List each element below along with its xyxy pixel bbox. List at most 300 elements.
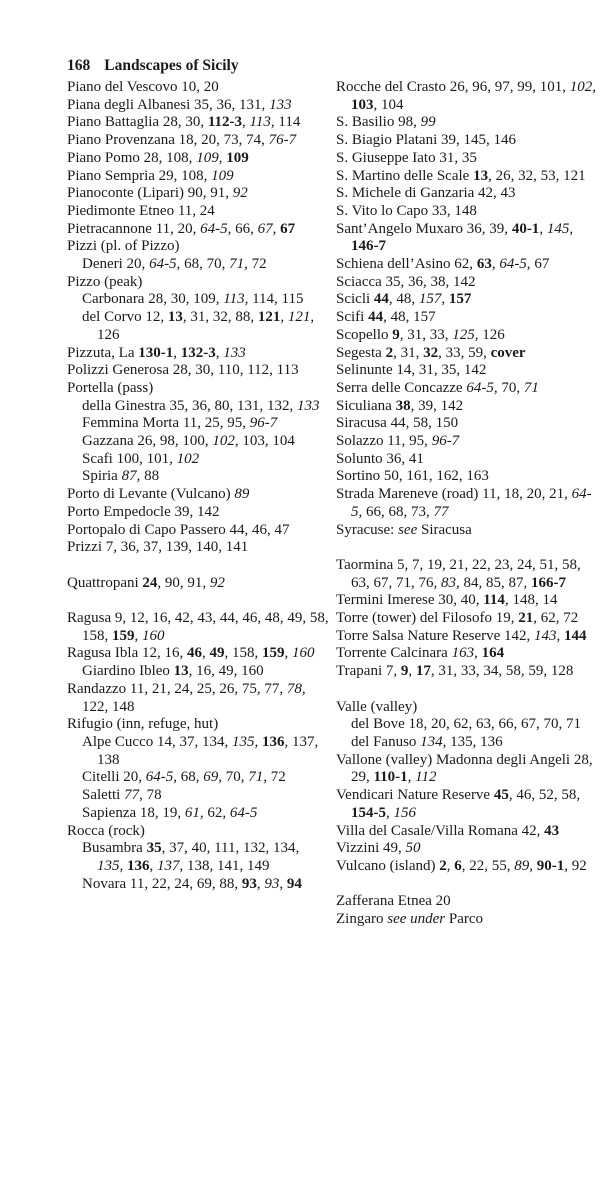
entry-text: Strada Mareneve (road) 11, 18, 20, 21, bbox=[336, 486, 572, 503]
page-ref-bold: 159 bbox=[112, 627, 135, 644]
page-ref-italic: 96-7 bbox=[249, 415, 278, 432]
entry-text: Villa del Casale/Villa Romana 42, bbox=[336, 822, 545, 839]
index-entry bbox=[67, 486, 329, 504]
index-entry bbox=[336, 415, 596, 433]
index-subentry bbox=[67, 398, 329, 416]
index-entry bbox=[67, 522, 329, 540]
index-entry bbox=[336, 645, 596, 663]
page-ref-italic: 67, bbox=[257, 220, 277, 237]
entry-text: Alpe Cucco 14, 37, 134, bbox=[82, 733, 232, 750]
letter-group-spacer bbox=[336, 876, 596, 894]
index-entry bbox=[336, 610, 596, 628]
entry-text: , bbox=[173, 344, 181, 361]
index-entry bbox=[67, 203, 329, 221]
page-ref-bold: 164 bbox=[481, 645, 505, 662]
letter-group-spacer bbox=[67, 557, 329, 575]
index-entry bbox=[336, 256, 596, 274]
page-ref-italic: 71, bbox=[248, 769, 267, 786]
index-entry bbox=[336, 327, 596, 345]
page-ref-italic: 163, bbox=[451, 645, 478, 662]
entry-text: S. Giuseppe Iato 31, 35 bbox=[336, 149, 477, 166]
index-entry bbox=[67, 716, 329, 734]
entry-text: Segesta bbox=[336, 344, 386, 361]
entry-text: , 137, 138 bbox=[97, 733, 319, 768]
index-subentry bbox=[67, 787, 329, 805]
entry-text: Piano Pomo 28, 108, bbox=[67, 149, 197, 166]
page-ref-italic: 133 bbox=[269, 96, 292, 113]
page-ref-bold: 114 bbox=[483, 592, 505, 609]
entry-text: Schiena dell’Asino 62, bbox=[336, 256, 477, 273]
page-ref-italic: 109, bbox=[196, 149, 223, 166]
book-title: Landscapes of Sicily bbox=[104, 57, 239, 74]
entry-text: , bbox=[539, 220, 547, 237]
entry-text: , 92 bbox=[564, 857, 587, 874]
entry-text: Sciacca 35, 36, 38, 142 bbox=[336, 273, 476, 290]
entry-text: Sant’Angelo Muxaro 36, 39, bbox=[336, 220, 512, 237]
entry-text: 122, 148 bbox=[82, 698, 135, 715]
page-ref-bold: 112-3 bbox=[207, 114, 242, 131]
page-ref-italic: 135, bbox=[231, 733, 259, 750]
entry-text: , 31, 33, bbox=[399, 326, 453, 343]
index-entry bbox=[67, 221, 329, 239]
entry-text: 114 bbox=[274, 114, 301, 131]
page-ref-italic: 77, bbox=[124, 787, 143, 804]
entry-text: , 48, 157 bbox=[383, 309, 436, 326]
entry-text: Novara 11, 22, 24, 69, 88, bbox=[82, 875, 242, 892]
entry-text: del Corvo 12, bbox=[82, 309, 168, 326]
page-ref-bold: 21 bbox=[518, 610, 534, 627]
entry-text: 126 bbox=[478, 326, 505, 343]
entry-text: 66, bbox=[231, 220, 258, 237]
index-entry bbox=[336, 203, 596, 221]
page-ref-bold: 24 bbox=[142, 574, 158, 591]
page-ref-italic: 71 bbox=[523, 379, 539, 396]
index-subentry bbox=[336, 734, 596, 752]
page-ref-bold: 17 bbox=[415, 663, 431, 680]
page-ref-italic: 77 bbox=[433, 503, 449, 520]
entry-text: , 22, 55, bbox=[461, 857, 515, 874]
page-ref-italic: 99 bbox=[420, 114, 436, 131]
index-subentry bbox=[67, 309, 329, 344]
index-entry bbox=[336, 628, 596, 646]
page-header bbox=[67, 57, 239, 75]
entry-text: Giardino Ibleo bbox=[82, 663, 174, 680]
entry-text: Polizzi Generosa 28, 30, 110, 112, 113 bbox=[67, 362, 299, 379]
page-ref-italic: 134, bbox=[420, 733, 447, 750]
page-ref-italic: 64-5, bbox=[466, 379, 498, 396]
entry-text: Sapienza 18, 19, bbox=[82, 804, 185, 821]
page-ref-italic: 61, bbox=[184, 804, 204, 821]
index-entry bbox=[67, 79, 329, 97]
entry-text: Scicli bbox=[336, 291, 374, 308]
page-ref-italic: 64-5, bbox=[145, 769, 177, 786]
index-entry bbox=[67, 504, 329, 522]
page-ref-italic: 87, bbox=[121, 468, 141, 485]
page-ref-bold: 154-5 bbox=[351, 804, 386, 821]
page-ref-bold: 46 bbox=[186, 645, 202, 662]
page-ref-bold: 144 bbox=[564, 627, 587, 644]
index-subentry bbox=[67, 876, 329, 894]
entry-text: 70, bbox=[497, 379, 524, 396]
entry-text: Piana degli Albanesi 35, 36, 131, bbox=[67, 96, 270, 113]
index-entry bbox=[336, 699, 596, 717]
index-entry bbox=[67, 274, 329, 292]
page-ref-bold: 44 bbox=[373, 291, 389, 308]
entry-text: Portopalo di Capo Passero 44, 46, 47 bbox=[67, 521, 290, 538]
entry-text: Saletti bbox=[82, 787, 125, 804]
entry-text: del Bove 18, 20, 62, 63, 66, 67, 70, 71 bbox=[351, 716, 581, 733]
entry-text: Piano Provenzana 18, 20, 73, 74, bbox=[67, 132, 269, 149]
index-entry bbox=[336, 150, 596, 168]
page-ref-bold: 136 bbox=[127, 857, 150, 874]
entry-text: Citelli 20, bbox=[82, 769, 146, 786]
page-ref-italic: 133 bbox=[296, 397, 320, 414]
index-entry bbox=[336, 79, 596, 114]
entry-text: Vizzini 49, bbox=[336, 840, 406, 857]
entry-text: Piano del Vescovo 10, 20 bbox=[67, 79, 219, 95]
entry-text: Solunto 36, 41 bbox=[336, 450, 424, 467]
entry-text: Carbonara 28, 30, 109, bbox=[82, 291, 224, 308]
entry-text: 68, 70, bbox=[180, 256, 230, 273]
page-ref-bold: 121 bbox=[257, 309, 281, 326]
letter-group-spacer bbox=[336, 539, 596, 557]
entry-text: Serra delle Concazze bbox=[336, 379, 467, 396]
index-subentry bbox=[67, 769, 329, 787]
page-ref-bold: 146-7 bbox=[351, 238, 386, 255]
entry-text: , 31, 33, 34, 58, 59, 128 bbox=[430, 663, 574, 680]
page-ref-italic: 83, bbox=[441, 574, 460, 591]
entry-text: 78 bbox=[142, 787, 162, 804]
entry-text: Piano Battaglia 28, 30, bbox=[67, 114, 208, 131]
page-ref-italic: see under bbox=[387, 911, 446, 927]
letter-group-spacer bbox=[67, 592, 329, 610]
index-entry bbox=[67, 150, 329, 168]
entry-text: Parco bbox=[445, 911, 484, 927]
index-entry bbox=[67, 132, 329, 150]
page-ref-italic: 160 bbox=[142, 627, 165, 644]
page-ref-bold: 2 bbox=[385, 344, 394, 361]
entry-text: , 90, 91, bbox=[157, 574, 210, 591]
entry-text: Scifi bbox=[336, 309, 369, 326]
index-subentry bbox=[67, 468, 329, 486]
entry-text: 70, bbox=[222, 769, 249, 786]
entry-text: Zingaro bbox=[336, 911, 388, 927]
index-entry bbox=[67, 185, 329, 203]
page-ref-italic: 109 bbox=[211, 167, 234, 184]
index-entry bbox=[67, 97, 329, 115]
page-ref-bold: 110-1 bbox=[373, 769, 408, 786]
entry-text: del Fanuso bbox=[351, 733, 421, 750]
index-entry bbox=[336, 345, 596, 363]
page-ref-italic: 64-5, bbox=[499, 256, 531, 273]
entry-text: Portella (pass) bbox=[67, 379, 154, 396]
page-ref-bold: 130-1 bbox=[138, 344, 174, 361]
page-ref-italic: 50 bbox=[405, 840, 421, 857]
entry-text: , 33, 59, bbox=[438, 344, 491, 361]
entry-text: Deneri 20, bbox=[82, 256, 150, 273]
entry-text: S. Martino delle Scale bbox=[336, 167, 474, 184]
entry-text: , 26, 32, 53, 121 bbox=[488, 167, 586, 184]
entry-text: 126 bbox=[97, 326, 120, 343]
entry-text: 88 bbox=[140, 468, 160, 485]
index-entry bbox=[336, 221, 596, 256]
page-ref-bold: 35 bbox=[146, 840, 162, 857]
index-entry bbox=[67, 380, 329, 398]
entry-text: Scopello bbox=[336, 326, 393, 343]
index-entry bbox=[336, 468, 596, 486]
page-ref-bold: 13 bbox=[473, 167, 489, 184]
page-ref-bold: 2 bbox=[439, 857, 447, 874]
page-ref-italic: 92 bbox=[232, 185, 248, 202]
entry-text: , 39, 142 bbox=[410, 397, 464, 414]
entry-text: , bbox=[149, 857, 157, 874]
entry-text: , bbox=[134, 627, 142, 644]
entry-text: Spiria bbox=[82, 468, 122, 485]
page-ref-bold: 132-3 bbox=[180, 344, 216, 361]
page-ref-bold: 6 bbox=[454, 857, 462, 874]
entry-text: Vallone (valley) Madonna degli Angeli 28, 29, bbox=[336, 751, 593, 786]
page-ref-bold: 32 bbox=[423, 344, 439, 361]
entry-text: Torre (tower) del Filosofo 19, bbox=[336, 610, 519, 627]
index-entry bbox=[336, 823, 596, 841]
entry-text: Ragusa 9, 12, 16, 42, 43, 44, 46, 48, 49, 58, 158, bbox=[67, 610, 329, 644]
entry-text: 72 bbox=[247, 256, 267, 273]
index-entry bbox=[336, 787, 596, 822]
page-ref-italic: see bbox=[398, 521, 418, 538]
entry-text: Selinunte 14, 31, 35, 142 bbox=[336, 362, 487, 379]
entry-text: Syracuse: bbox=[336, 521, 399, 538]
page-ref-bold: 166-7 bbox=[531, 574, 566, 591]
index-column-right bbox=[336, 79, 596, 929]
page-ref-italic: 143, bbox=[534, 627, 561, 644]
entry-text: , 158, bbox=[224, 645, 262, 662]
entry-text: , bbox=[256, 875, 265, 892]
index-entry bbox=[67, 114, 329, 132]
index-subentry bbox=[67, 415, 329, 433]
entry-text: Porto di Levante (Vulcano) bbox=[67, 486, 235, 503]
entry-text: , bbox=[408, 663, 416, 680]
page-ref-italic: 102, bbox=[569, 79, 596, 95]
entry-text: Pizzuta, La bbox=[67, 344, 139, 361]
entry-text: , 37, 40, 111, 132, 134, bbox=[161, 840, 300, 857]
page-ref-bold: 9 bbox=[400, 663, 409, 680]
page-ref-italic: 93, bbox=[264, 875, 284, 892]
page-ref-bold: 9 bbox=[392, 326, 400, 343]
entry-text: , 104 bbox=[373, 96, 404, 113]
entry-text: Rocche del Crasto 26, 96, 97, 99, 101, bbox=[336, 79, 570, 95]
entry-text: Gazzana 26, 98, 100, bbox=[82, 433, 213, 450]
index-entry bbox=[336, 362, 596, 380]
entry-text: Vendicari Nature Reserve bbox=[336, 787, 494, 804]
entry-text: , 62, 72 bbox=[533, 610, 579, 627]
entry-text: Porto Empedocle 39, 142 bbox=[67, 503, 220, 520]
index-entry bbox=[336, 132, 596, 150]
page-ref-italic: 64-5, bbox=[149, 256, 181, 273]
entry-text: S. Biagio Platani 39, 145, 146 bbox=[336, 132, 516, 149]
entry-text: Prizzi 7, 36, 37, 139, 140, 141 bbox=[67, 539, 249, 556]
page-ref-bold: 40-1 bbox=[511, 220, 540, 237]
entry-text: Scafi 100, 101, bbox=[82, 450, 177, 467]
page-ref-italic: 64-5 bbox=[229, 804, 258, 821]
entry-text: , bbox=[407, 769, 416, 786]
index-subentry bbox=[67, 734, 329, 769]
index-subentry bbox=[67, 256, 329, 274]
page-ref-italic: 112 bbox=[415, 769, 437, 786]
page-ref-bold: 13 bbox=[167, 309, 183, 326]
index-column-left bbox=[67, 79, 329, 893]
page-ref-italic: 135, bbox=[97, 857, 124, 874]
entry-text: , 48, bbox=[388, 291, 419, 308]
entry-text: Quattropani bbox=[67, 574, 143, 591]
page-ref-italic: 78, bbox=[286, 680, 306, 697]
page-ref-bold: 103 bbox=[351, 96, 374, 113]
index-entry bbox=[67, 362, 329, 380]
page-ref-italic: 64-5, bbox=[351, 486, 592, 520]
index-subentry bbox=[67, 451, 329, 469]
entry-text: 72 bbox=[267, 769, 286, 786]
index-entry bbox=[67, 345, 329, 363]
page-ref-italic: 102 bbox=[176, 450, 200, 467]
entry-text: Valle (valley) bbox=[336, 698, 418, 715]
page-ref-bold: 157 bbox=[448, 291, 472, 308]
page-ref-italic: 113, bbox=[223, 291, 249, 308]
page-ref-italic: 64-5, bbox=[200, 220, 232, 237]
index-entry bbox=[336, 398, 596, 416]
entry-text: Pizzi (pl. of Pizzo) bbox=[67, 238, 180, 255]
index-entry bbox=[67, 610, 329, 645]
entry-text: Trapani 7, bbox=[336, 663, 401, 680]
page-ref-bold: 13 bbox=[173, 663, 189, 680]
entry-text: , 31, 32, 88, bbox=[182, 309, 258, 326]
entry-text: Piano Sempria 29, 108, bbox=[67, 167, 212, 184]
entry-text: , 46, 52, 58, bbox=[508, 787, 581, 804]
index-entry bbox=[336, 557, 596, 592]
index-subentry bbox=[67, 291, 329, 309]
index-entry bbox=[336, 114, 596, 132]
page-ref-italic: 145, bbox=[546, 220, 574, 237]
index-subentry bbox=[67, 663, 329, 681]
entry-text: Torre Salsa Nature Reserve 142, bbox=[336, 627, 535, 644]
page-ref-bold: 49 bbox=[209, 645, 225, 662]
entry-text: 66, 68, 73, bbox=[362, 503, 434, 520]
page-ref-bold: 159 bbox=[261, 645, 285, 662]
entry-text: S. Michele di Ganzaria 42, 43 bbox=[336, 185, 516, 202]
entry-text: 138, 141, 149 bbox=[183, 857, 270, 874]
index-subentry bbox=[336, 716, 596, 734]
entry-text: , bbox=[446, 857, 455, 874]
entry-text: Ragusa Ibla 12, 16, bbox=[67, 645, 187, 662]
page-ref-italic: 102, bbox=[212, 433, 239, 450]
page-ref-italic: 121, bbox=[287, 309, 315, 326]
index-entry bbox=[67, 681, 329, 716]
index-entry bbox=[336, 840, 596, 858]
page-ref-bold: 67 bbox=[280, 220, 296, 237]
index-entry bbox=[336, 911, 596, 929]
letter-group-spacer bbox=[336, 681, 596, 699]
index-entry bbox=[336, 663, 596, 681]
entry-text: Sortino 50, 161, 162, 163 bbox=[336, 468, 489, 485]
page-ref-italic: 76-7 bbox=[268, 132, 297, 149]
page-ref-bold: 63 bbox=[476, 256, 492, 273]
entry-text: , bbox=[386, 804, 394, 821]
entry-text: Taormina 5, 7, 19, 21, 22, 23, 24, 51, 58, 63, 67, 71, 76, bbox=[336, 556, 581, 591]
entry-text: Pietracannone 11, 20, bbox=[67, 220, 201, 237]
page-ref-italic: 156 bbox=[393, 804, 416, 821]
entry-text: , 31, bbox=[393, 344, 424, 361]
index-entry bbox=[336, 522, 596, 540]
entry-text: 84, 85, 87, bbox=[459, 574, 531, 591]
entry-text: Solazzo 11, 95, bbox=[336, 433, 432, 450]
entry-text: 62, bbox=[203, 804, 230, 821]
page-ref-bold: 43 bbox=[544, 822, 560, 839]
index-entry bbox=[336, 433, 596, 451]
index-entry bbox=[336, 274, 596, 292]
page-ref-bold: 93 bbox=[241, 875, 257, 892]
page-ref-italic: 69, bbox=[203, 769, 222, 786]
entry-text: Vulcano (island) bbox=[336, 857, 440, 874]
entry-text: 114, 115 bbox=[248, 291, 304, 308]
page-ref-italic: 89 bbox=[234, 486, 250, 503]
index-entry bbox=[336, 592, 596, 610]
page-ref-bold: 45 bbox=[493, 787, 509, 804]
page-ref-bold: 90-1 bbox=[536, 857, 565, 874]
entry-text: 103, 104 bbox=[238, 433, 295, 450]
index-entry bbox=[67, 823, 329, 841]
entry-text: 68, bbox=[177, 769, 204, 786]
page-ref-italic: 89, bbox=[514, 857, 533, 874]
index-entry bbox=[336, 893, 596, 911]
index-entry bbox=[67, 238, 329, 256]
entry-text: 135, 136 bbox=[446, 733, 503, 750]
page-ref-italic: 92 bbox=[209, 574, 225, 591]
index-entry bbox=[336, 291, 596, 309]
page-ref-bold: cover bbox=[490, 344, 526, 361]
entry-text: Piedimonte Etneo 11, 24 bbox=[67, 202, 215, 219]
page-ref-italic: 157, bbox=[418, 291, 446, 308]
entry-text: , 16, 49, 160 bbox=[188, 663, 264, 680]
index-entry bbox=[336, 309, 596, 327]
index-entry bbox=[67, 168, 329, 186]
page-ref-bold: 136 bbox=[261, 733, 285, 750]
index-subentry bbox=[67, 840, 329, 875]
page-ref-bold: 44 bbox=[368, 309, 384, 326]
entry-text: Siracusa 44, 58, 150 bbox=[336, 415, 459, 432]
entry-text: Torrente Calcinara bbox=[336, 645, 452, 662]
entry-text: , bbox=[284, 645, 292, 662]
index-entry bbox=[336, 168, 596, 186]
page-ref-italic: 137, bbox=[157, 857, 184, 874]
entry-text: Siracusa bbox=[417, 521, 472, 538]
index-entry bbox=[336, 451, 596, 469]
page-ref-bold: 109 bbox=[226, 149, 249, 166]
page-ref-italic: 71, bbox=[229, 256, 248, 273]
page-ref-italic: 113, bbox=[249, 114, 275, 131]
entry-text: Busambra bbox=[82, 840, 147, 857]
entry-text: , 148, 14 bbox=[504, 592, 558, 609]
page-ref-italic: 96-7 bbox=[431, 433, 460, 450]
entry-text: Pianoconte (Lipari) 90, 91, bbox=[67, 185, 233, 202]
index-entry bbox=[67, 539, 329, 557]
page-ref-bold: 94 bbox=[286, 875, 302, 892]
index-entry bbox=[336, 185, 596, 203]
index-entry bbox=[67, 575, 329, 593]
entry-text: Femmina Morta 11, 25, 95, bbox=[82, 415, 250, 432]
entry-text: , bbox=[491, 256, 500, 273]
page-ref-bold: 38 bbox=[395, 397, 411, 414]
entry-text: Termini Imerese 30, 40, bbox=[336, 592, 484, 609]
page-ref-italic: 125, bbox=[452, 326, 479, 343]
index-subentry bbox=[67, 433, 329, 451]
